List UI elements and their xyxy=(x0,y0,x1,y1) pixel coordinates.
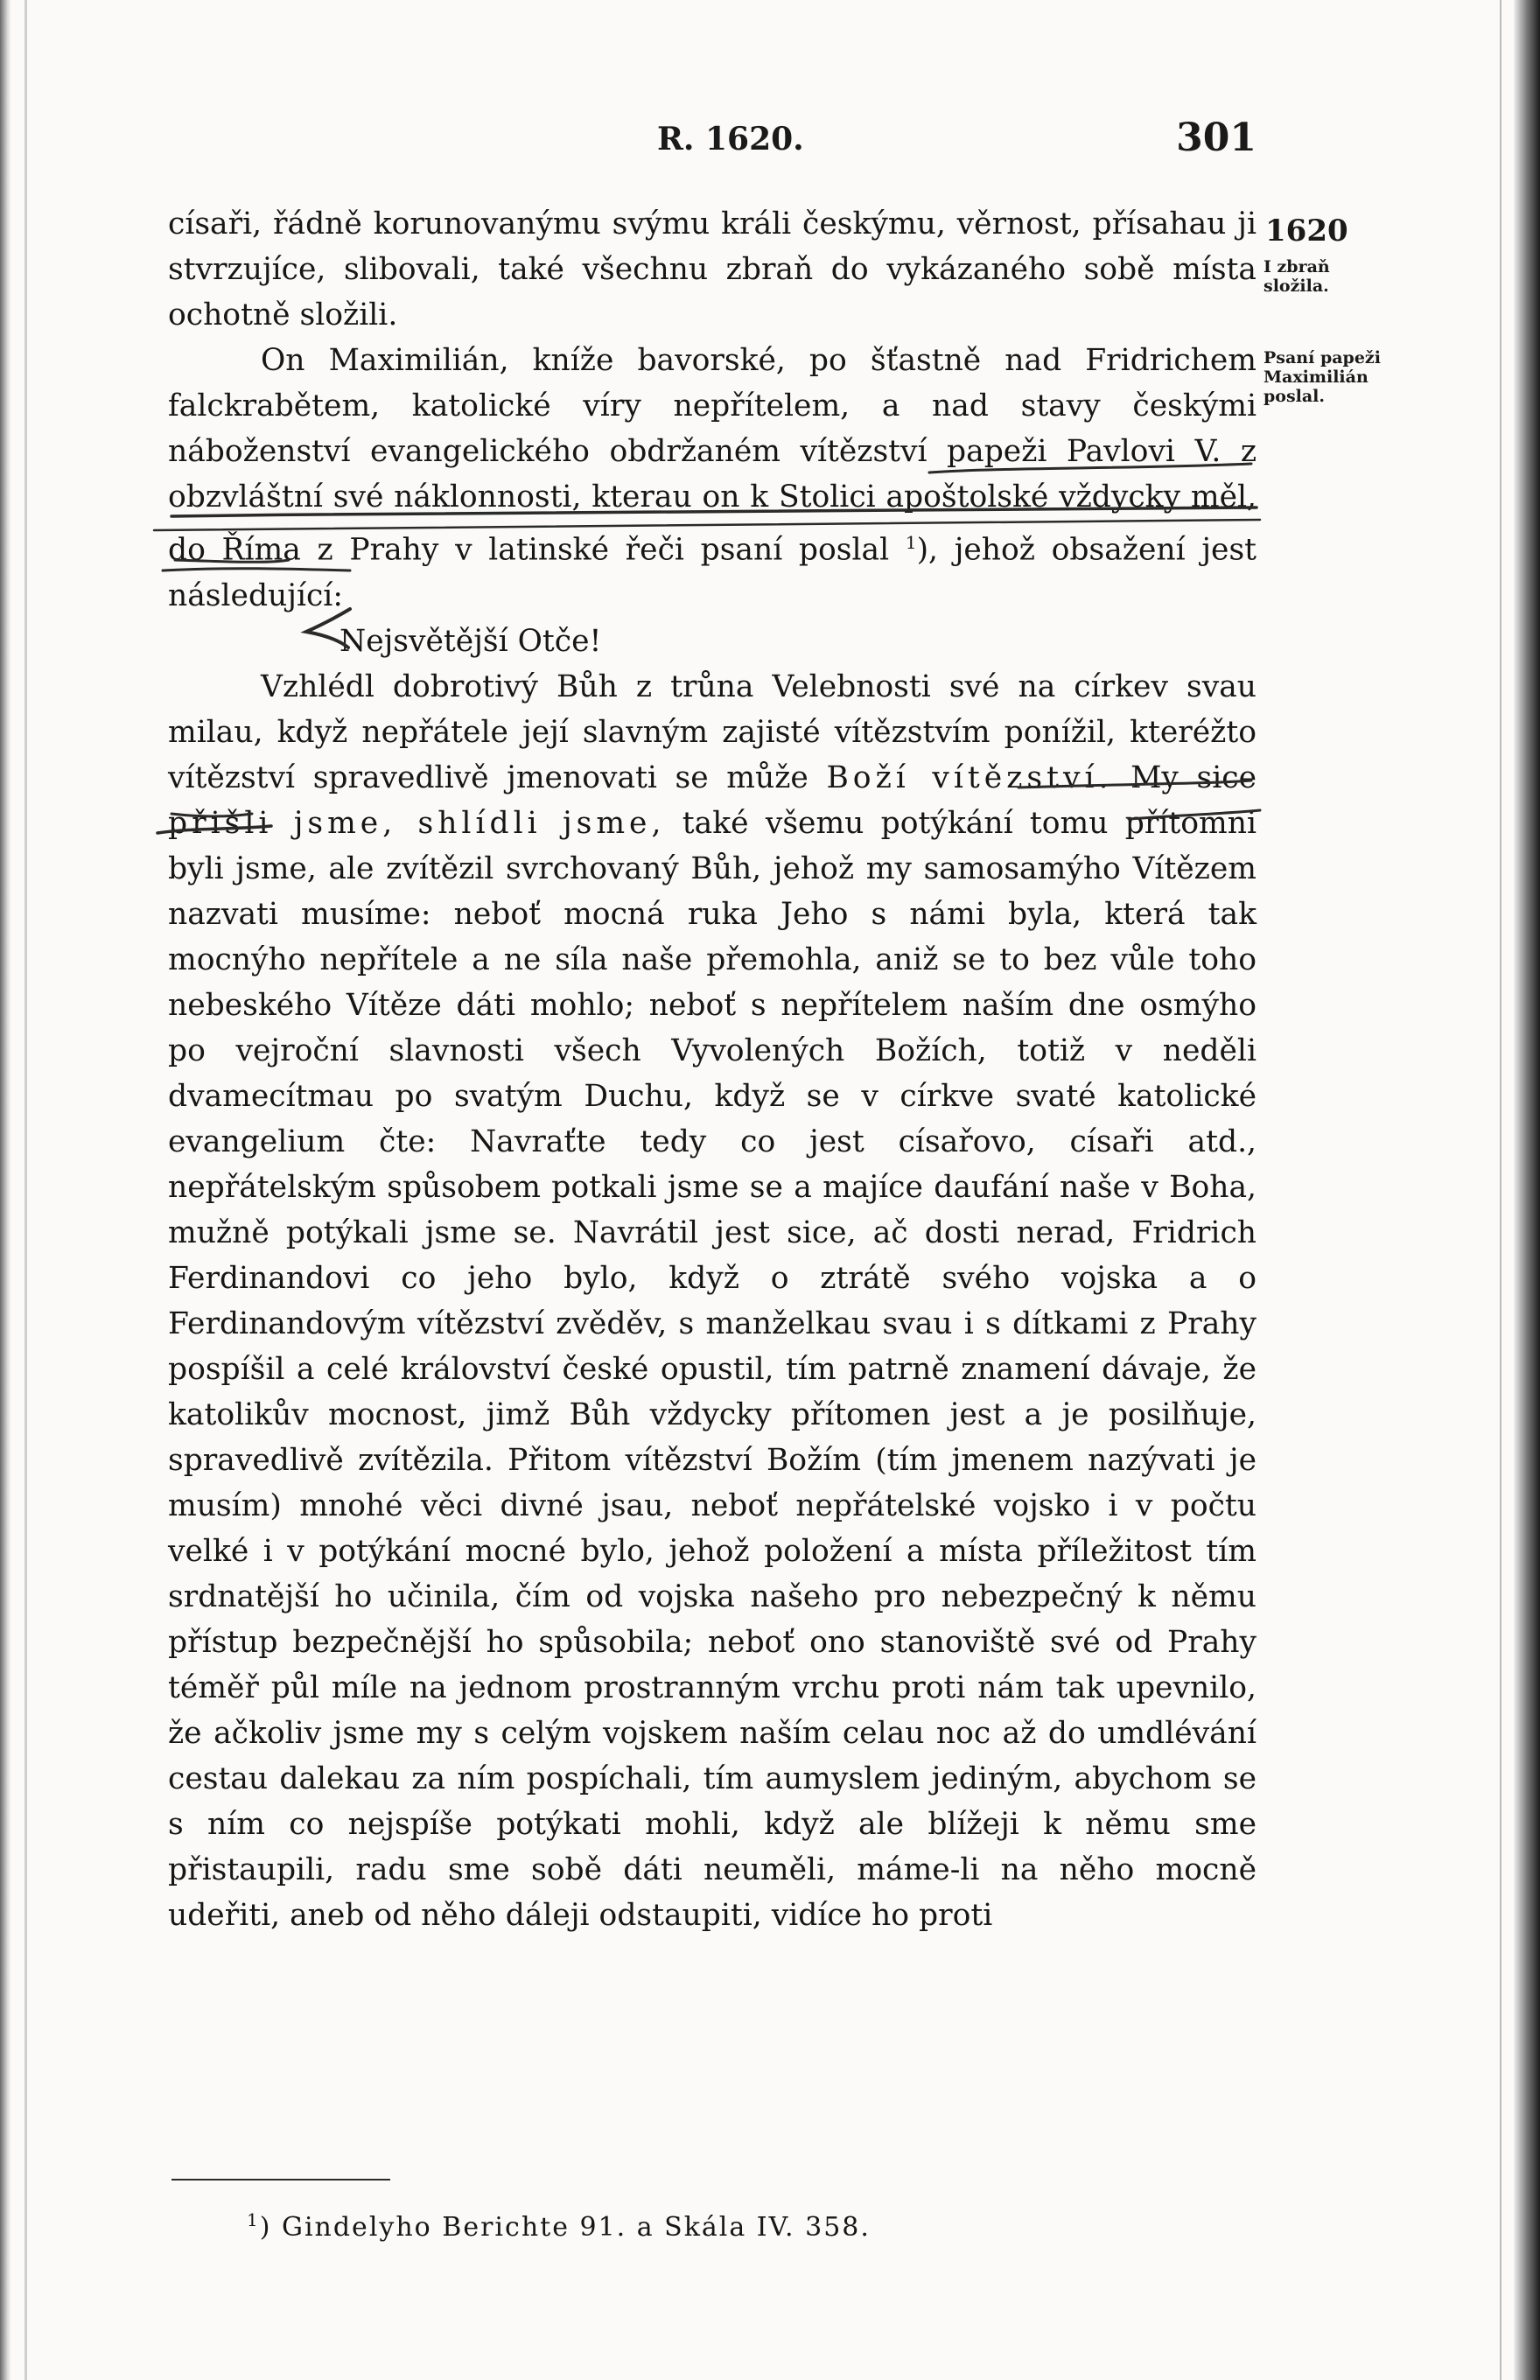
footnote-mark: 1 xyxy=(247,2209,260,2230)
spaced-phrase-victory: Boží vítězství. xyxy=(826,760,1113,795)
right-page-edge-line xyxy=(1500,0,1502,2380)
margin-note-weapons: I zbraň složila. xyxy=(1264,257,1330,296)
main-text xyxy=(168,201,1256,1938)
paragraph-maximilian-text: On Maximilián, kníže bavorské, po šťastně nad Fridrichem falckrabětem, katolické víry nepřítelem, a nad stavy českými náboženství evangelického obdržaném vítězství papeži Pavlovi V. z obzvláštní své náklonnosti, kterau on k Stolici apoštolské vždycky měl, do Říma z Prahy v latinské řeči psaní poslal xyxy=(168,343,1256,568)
paragraph-oath: císaři, řádně korunovanýmu svýmu králi českýmu, věrnost, přísahau ji stvrzujíce, slibovali, také všechnu zbraň do vykázaného sobě místa ochotně složili. xyxy=(168,206,1256,332)
letter-text-mid: My sice xyxy=(1130,760,1257,795)
footnote-divider xyxy=(172,2179,390,2180)
margin-year: 1620 xyxy=(1265,214,1348,248)
paragraph-maximilian-tail: ), jehož obsažení jest následující: xyxy=(168,532,1257,613)
page-header xyxy=(172,116,1256,168)
left-page-edge-line xyxy=(24,0,27,2380)
left-page-edge xyxy=(0,0,10,2380)
page-number: 301 xyxy=(1176,116,1256,160)
footnote xyxy=(247,2209,871,2243)
letter-text-rest: také všemu potýkání tomu přítomni byli jsme, ale zvítězil svrchovaný Bůh, jehož my samosamýho Vítězem nazvati musíme: neboť mocná ruka Jeho s námi byla, která tak mocnýho nepřítele a ne síla naše přemohla, aniž se to bez vůle toho nebeského Vítěze dáti mohlo; neboť s nepřítelem naším dne osmýho po vejroční slavnosti všech Vyvolených Božích, totiž v neděli dvamecítmau po svatým Duchu, když se v církve svaté katolické evangelium čte: Navraťte tedy co jest císařovo, císaři atd., nepřátelským spůsobem potkali jsme se a majíce daufání naše v Boha, mužně potýkali jsme se. Navrátil jest sice, ač dosti nerad, Fridrich Ferdinandovi co jeho bylo, když o ztrátě svého vojska a o Ferdinandovým vítězství zvěděv, s manželkau svau i s dítkami z Prahy pospíšil a celé království české opustil, tím patrně znamení dávaje, že katolikův mocnost, jimž Bůh vždycky přítomen jest a je posilňuje, spravedlivě zvítězila. Přitom vítězství Božím (tím jmenem nazývati je musím) mnohé věci divné jsau, neboť nepřátelské vojsko i v počtu velké i v potýkání mocné bylo, jehož položení a místa příležitost tím srdnatější ho učinila, čím od vojska našeho pro nebezpečný k němu přístup bezpečnější ho spůsobila; neboť ono stanoviště své od Prahy téměř půl míle na jednom prostranným vrchu proti nám tak upevnilo, že ačkoliv jsme my s celým vojskem naším celau noc až do umdlévání cestau dalekau za ním pospíchali, tím aumyslem jediným, abychom se s ním co nejspíše potýkati mohli, když ale blížeji k němu sme přistaupili, radu sme sobě dáti neuměli, máme-li na něho mocně udeřiti, aneb od něho dáleji odstaupiti, vidíce ho proti xyxy=(168,805,1257,1933)
footnote-reference: 1 xyxy=(905,532,917,553)
paragraph-letter xyxy=(168,664,1256,1938)
margin-note-letter: Psaní papeži Maximilián poslal. xyxy=(1264,348,1381,406)
paragraph-maximilian xyxy=(168,338,1256,619)
right-page-edge xyxy=(1514,0,1540,2380)
footnote-text: ) Gindelyho Berichte 91. a Skála IV. 358. xyxy=(259,2212,871,2243)
letter-salutation: Nejsvětější Otče! xyxy=(340,623,602,659)
spaced-phrase-came: přišli jsme, shlídli jsme, xyxy=(168,805,666,841)
running-title: R. 1620. xyxy=(657,121,804,158)
letter-text-start: Vzhlédl dobrotivý Bůh z trůna Velebnosti své na církev svau milau, když nepřátele její slavným zajisté vítězstvím ponížil, kteréžto vítězství spravedlivě jmenovati se může xyxy=(168,668,1256,795)
